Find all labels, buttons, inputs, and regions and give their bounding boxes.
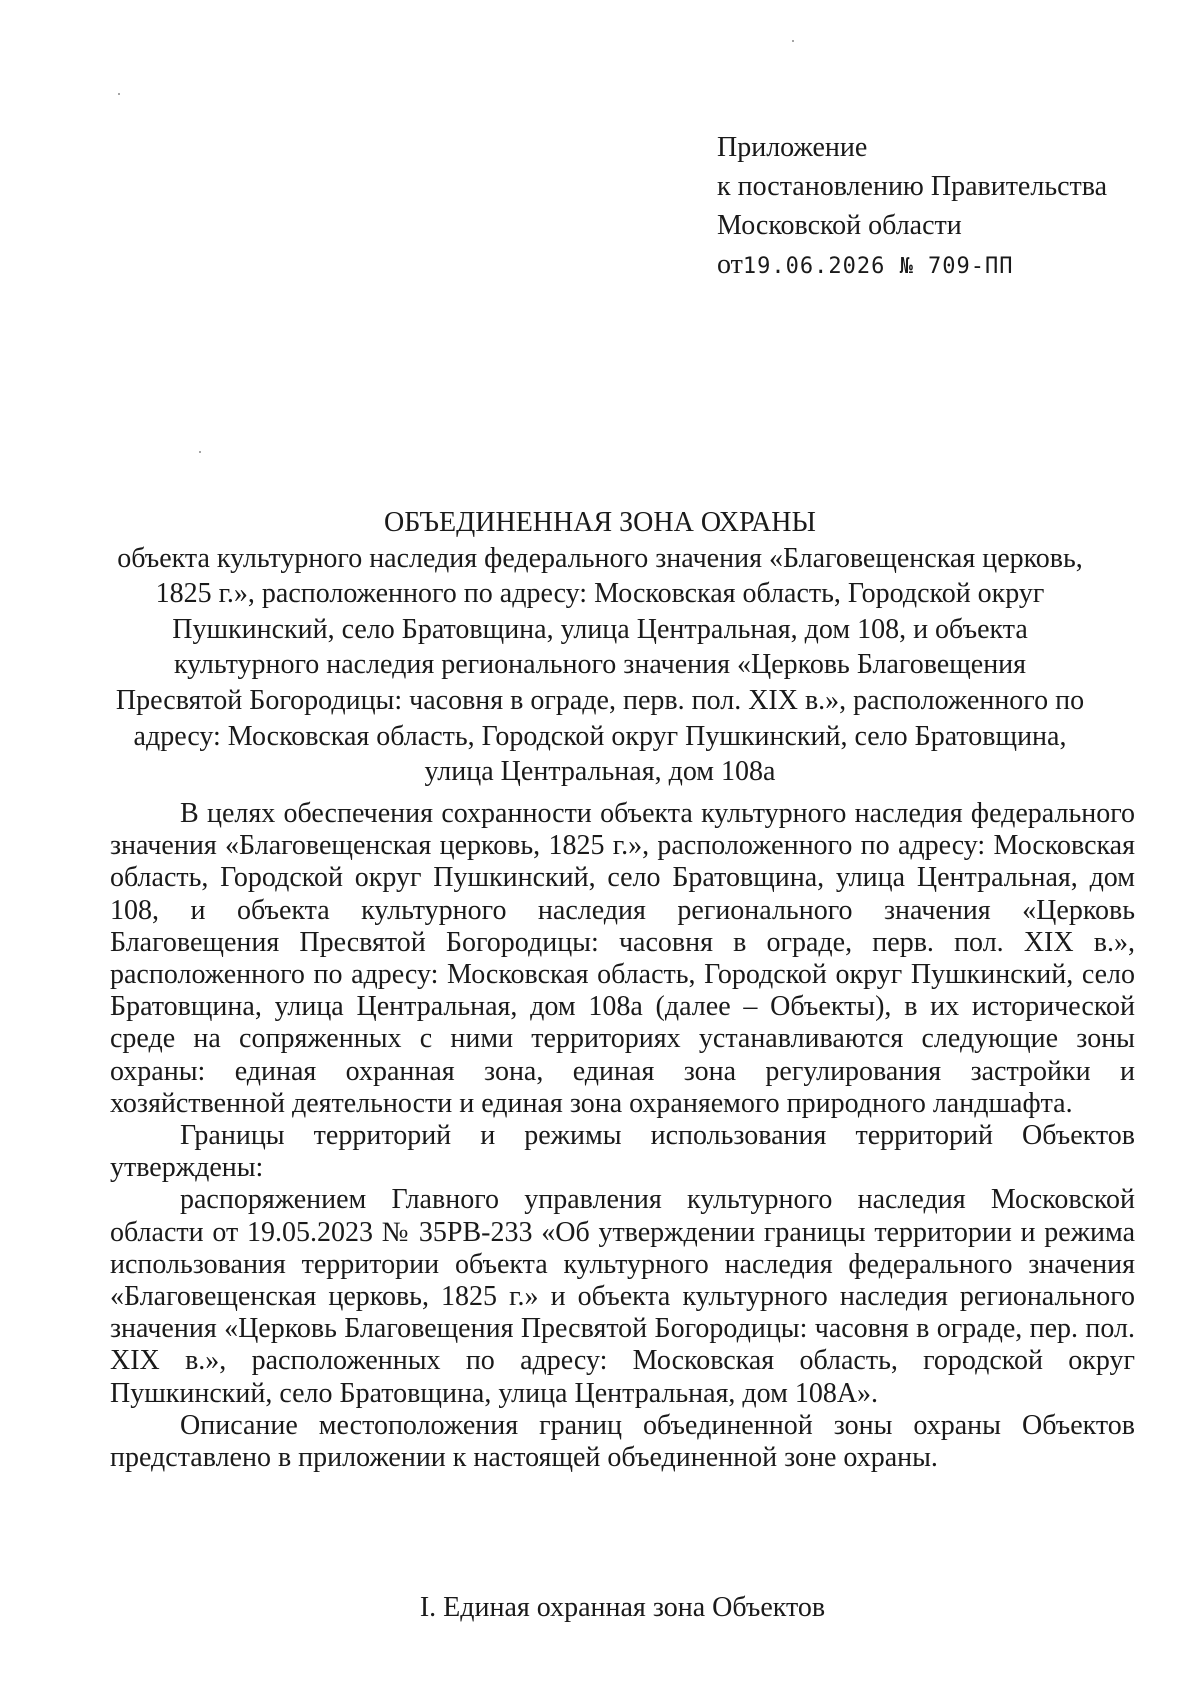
appendix-label: Приложение	[717, 132, 868, 163]
appendix-date-number: 19.06.2026 № 709-ПП	[742, 254, 1014, 279]
scan-speck	[792, 40, 794, 42]
body-paragraph-3: распоряжением Главного управления культурного наследия Московской области от 19.05.2023 № 35РВ-233 «Об утверждении границы территории и режима использования территории объекта культурного наследия федерального значения «Благовещенская церковь, 1825 г.» и объекта культурного наследия регионального значения «Церковь Благовещения Пресвятой Богородицы: часовня в ограде, пер. пол. XIX в.», расположенных по адресу: Московская область, городской округ Пушкинский, село Братовщина, улица Центральная, дом 108А».	[110, 1184, 1135, 1409]
body-paragraph-2: Границы территорий и режимы использования территорий Объектов утверждены:	[110, 1120, 1135, 1184]
appendix-region-line: Московской области	[717, 210, 962, 241]
scan-speck	[118, 93, 120, 95]
document-title	[110, 505, 1090, 790]
appendix-date-line	[717, 245, 1107, 286]
title-subtitle: объекта культурного наследия федерального значения «Благовещенская церковь, 1825 г.», расположенного по адресу: Московская область, Городской округ Пушкинский, село Братовщина, улица Центральная, дом 108, и объекта культурного наследия регионального значения «Церковь Благовещения Пресвятой Богородицы: часовня в ограде, перв. пол. XIX в.», расположенного по адресу: Московская область, Городской округ Пушкинский, село Братовщина, улица Центральная, дом 108а	[115, 542, 1085, 788]
appendix-date-prefix: от	[717, 249, 743, 280]
title-heading: ОБЪЕДИНЕННАЯ ЗОНА ОХРАНЫ	[384, 507, 816, 538]
section-heading: I. Единая охранная зона Объектов	[419, 1592, 826, 1623]
body-paragraph-4: Описание местоположения границ объединенной зоны охраны Объектов представлено в приложении к настоящей объединенной зоне охраны.	[110, 1409, 1135, 1474]
scan-speck	[199, 451, 201, 453]
body-paragraph-1: В целях обеспечения сохранности объекта культурного наследия федерального значения «Благовещенская церковь, 1825 г.», расположенного по адресу: Московская область, Городской округ Пушкинский, село Братовщина, улица Центральная, дом 108, и объекта культурного наследия регионального значения «Церковь Благовещения Пресвятой Богородицы: часовня в ограде, перв. пол. XIX в.», расположенного по адресу: Московская область, Городской округ Пушкинский, село Братовщина, улица Центральная, дом 108а (далее – Объекты), в их исторической среде на сопряженных с ними территориях устанавливаются следующие зоны охраны: единая охранная зона, единая зона регулирования застройки и хозяйственной деятельности и единая зона охраняемого природного ландшафта.	[110, 798, 1135, 1119]
appendix-resolution-line: к постановлению Правительства	[717, 171, 1108, 202]
document-body	[110, 798, 1135, 1474]
appendix-header	[717, 128, 1107, 286]
